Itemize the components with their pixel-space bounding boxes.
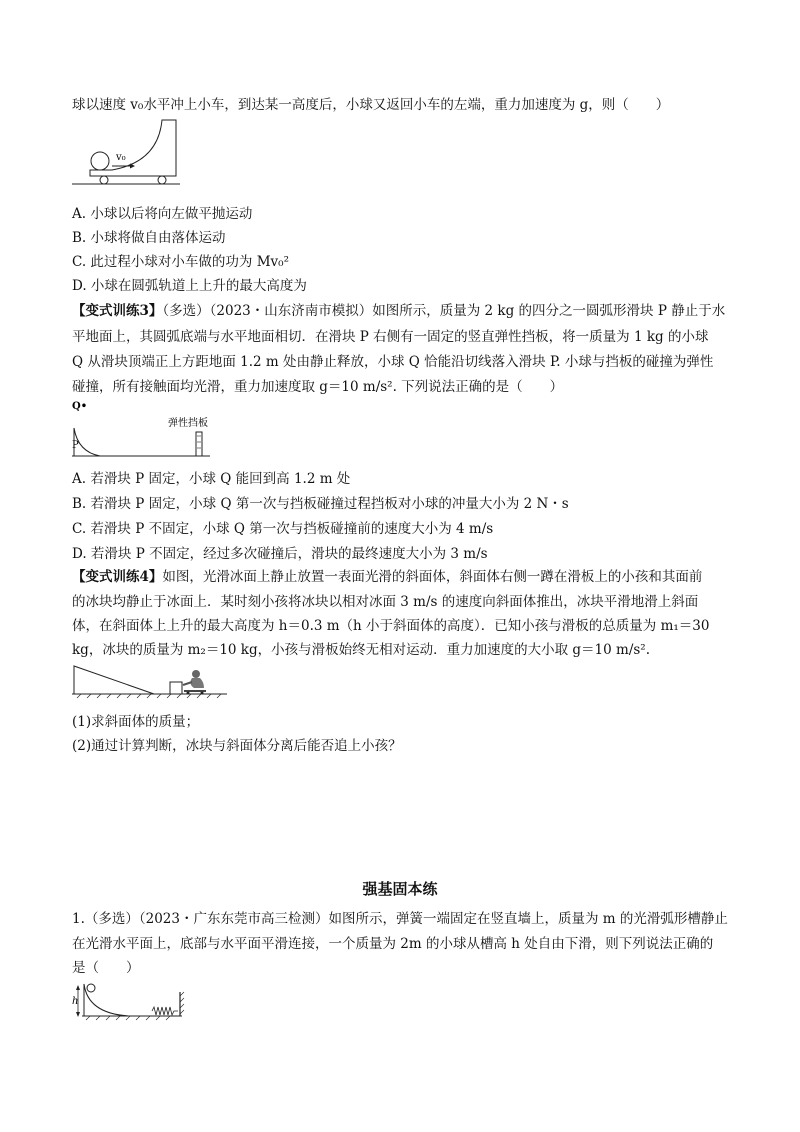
spring-groove-figure: [72, 978, 192, 1024]
variant3-line-2: 平地面上，其圆弧底端与水平地面相切．在滑块 P 右侧有一固定的竖直弹性挡板，将一质量为 1 kg 的小球: [72, 329, 709, 345]
q1-line-2: 在光滑水平面上，底部与水平面平滑连接，一个质量为 2m 的小球从槽高 h 处自由下滑，则下列说法正确的: [72, 936, 714, 952]
variant4-line-3: 体，在斜面体上上升的最大高度为 h＝0.3 m（h 小于斜面体的高度）．已知小孩与滑板的总质量为 m₁＝30: [72, 618, 710, 634]
variant3-line-3: Q 从滑块顶端正上方距地面 1.2 m 处由静止释放，小球 Q 恰能沿切线落入滑块 P. 小球与挡板的碰撞为弹性: [72, 354, 714, 370]
variant3-line-1: [72, 302, 725, 320]
variant4-question-2: (2)通过计算判断，冰块与斜面体分离后能否追上小孩？: [72, 738, 402, 754]
ball-q-label: Q•: [72, 401, 88, 412]
cart-option-a: A. 小球以后将向左做平抛运动: [72, 206, 253, 222]
variant4-line-4: kg，冰块的质量为 m₂＝10 kg，小孩与滑板始终无相对运动．重力加速度的大小取 g＝10 m/s².: [72, 642, 651, 658]
q1-line-3: 是（ ）: [72, 960, 140, 976]
cart-velocity-label: v₀: [116, 152, 126, 163]
variant4-tag: 【变式训练4】: [72, 569, 163, 585]
slider-board-figure: [72, 398, 222, 466]
q1-line-1: 1.（多选）（2023・广东东莞市高三检测）如图所示，弹簧一端固定在竖直墙上，质量为 m 的光滑弧形槽静止: [72, 911, 728, 927]
cart-question-stem: 球以速度 v₀水平冲上小车，到达某一高度后，小球又返回小车的左端，重力加速度为 g，则（ ）: [72, 97, 670, 113]
cart-option-d: D. 小球在圆弧轨道上上升的最大高度为: [72, 278, 307, 294]
variant3-text-1: （多选）（2023・山东济南市模拟）如图所示，质量为 2 kg 的四分之一圆弧形滑块 P 静止于水: [162, 303, 726, 319]
cart-option-c: C. 此过程小球对小车做的功为 Mv₀²: [72, 254, 289, 270]
variant3-option-d: D. 若滑块 P 不固定，经过多次碰撞后，滑块的最终速度大小为 3 m/s: [72, 546, 488, 562]
height-h-label: h: [72, 996, 79, 1007]
ice-incline-figure: [72, 660, 232, 702]
variant3-option-a: A. 若滑块 P 固定，小球 Q 能回到高 1.2 m 处: [72, 471, 351, 487]
cart-figure: [72, 118, 182, 190]
variant4-question-1: (1)求斜面体的质量；: [72, 714, 200, 730]
section-title: 强基固本练: [362, 880, 438, 898]
elastic-board-label: 弹性挡板: [168, 418, 208, 429]
variant3-option-b: B. 若滑块 P 固定，小球 Q 第一次与挡板碰撞过程挡板对小球的冲量大小为 2 N・s: [72, 496, 569, 512]
variant3-option-c: C. 若滑块 P 不固定，小球 Q 第一次与挡板碰撞前的速度大小为 4 m/s: [72, 521, 494, 537]
cart-option-b: B. 小球将做自由落体运动: [72, 230, 226, 246]
variant4-line-2: 的冰块均静止于冰面上．某时刻小孩将冰块以相对冰面 3 m/s 的速度向斜面体推出，冰块平滑地滑上斜面: [72, 594, 699, 610]
variant3-tag: 【变式训练3】: [72, 303, 163, 319]
variant4-line-1: [72, 568, 702, 586]
slider-p-label: P: [72, 440, 79, 451]
variant3-line-4: 碰撞，所有接触面均光滑，重力加速度取 g＝10 m/s². 下列说法正确的是（ ）: [72, 379, 564, 395]
variant4-text-1: 如图，光滑冰面上静止放置一表面光滑的斜面体，斜面体右侧一蹲在滑板上的小孩和其面前: [162, 569, 703, 585]
